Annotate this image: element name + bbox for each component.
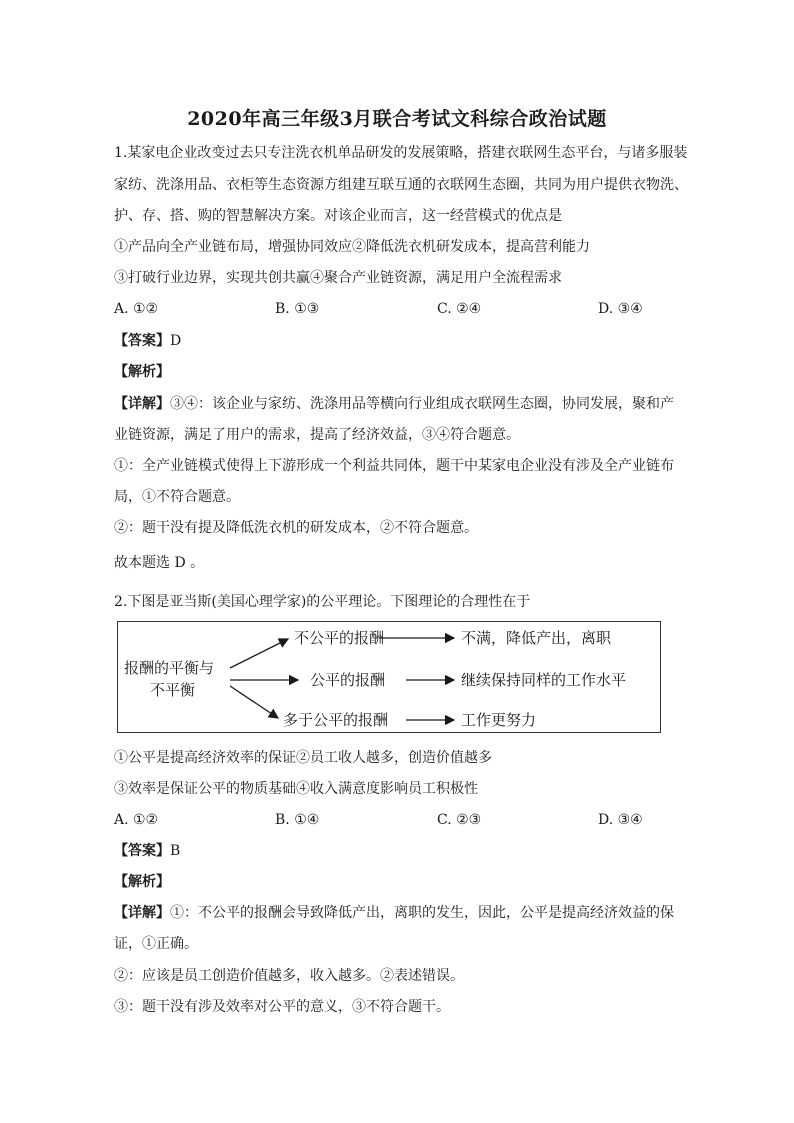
q1-analysis-label: 【解析】 bbox=[114, 364, 170, 380]
q1-explanation-line-2: 业链资源，满足了用户的需求，提高了经济效益，③④符合题意。 bbox=[114, 427, 520, 443]
diagram-cause-unfair: 不公平的报酬 bbox=[294, 629, 385, 647]
q2-detail-label: 【详解】 bbox=[114, 905, 170, 921]
q2-explanation-text-1: ①：不公平的报酬会导致降低产出，离职的发生，因此，公平是提高经济效益的保 bbox=[170, 905, 674, 921]
diagram-source-line-1: 报酬的平衡与 bbox=[124, 659, 215, 677]
q2-stem: 2.下图是亚当斯(美国心理学家)的公平理论。下图理论的合理性在于 bbox=[114, 594, 531, 610]
arrow-to-unfair bbox=[230, 639, 288, 668]
q1-explanation-line-4: 局，①不符合题意。 bbox=[114, 489, 240, 505]
q2-explanation-line-1 bbox=[114, 903, 674, 923]
q1-explanation-text-1: ③④：该企业与家纺、洗涤用品等横向行业组成衣联网生态圈，协同发展，聚和产 bbox=[170, 396, 674, 412]
page-title: 2020年高三年级3月联合考试文科综合政治试题 bbox=[187, 108, 607, 130]
diagram-effect-fair: 继续保持同样的工作水平 bbox=[461, 671, 627, 689]
q2-option-c: C. ②③ bbox=[437, 812, 482, 828]
q1-detail-label: 【详解】 bbox=[114, 396, 170, 412]
diagram-cause-fair: 公平的报酬 bbox=[310, 671, 386, 689]
q2-statement-line-1: ①公平是提高经济效率的保证②员工收人越多，创造价值越多 bbox=[114, 750, 492, 766]
diagram-effect-overfair: 工作更努力 bbox=[461, 711, 537, 729]
q1-explanation-line-5: ②：题干没有提及降低洗衣机的研发成本，②不符合题意。 bbox=[114, 520, 478, 536]
q2-answer bbox=[114, 841, 180, 861]
q2-option-a: A. ①② bbox=[114, 812, 159, 828]
q2-option-d: D. ③④ bbox=[598, 812, 643, 828]
q2-answer-label: 【答案】 bbox=[114, 843, 170, 859]
q2-explanation-line-4: ③：题干没有涉及效率对公平的意义，③不符合题干。 bbox=[114, 999, 450, 1015]
q1-statement-line-1: ①产品向全产业链布局，增强协同效应②降低洗衣机研发成本，提高营利能力 bbox=[114, 239, 590, 255]
q2-answer-value: B bbox=[170, 843, 181, 859]
q1-explanation-line-3: ①：全产业链模式使得上下游形成一个利益共同体，题干中某家电企业没有涉及全产业链布 bbox=[114, 458, 674, 474]
q2-explanation-line-3: ②：应该是员工创造价值越多，收入越多。②表述错误。 bbox=[114, 968, 464, 984]
q2-analysis-label: 【解析】 bbox=[114, 874, 170, 890]
q1-answer bbox=[114, 331, 181, 351]
q1-stem-line-2: 家纺、洗涤用品、衣柜等生态资源方组建互联互通的衣联网生态圈，共同为用户提供衣物洗、 bbox=[114, 177, 688, 193]
q1-option-c: C. ②④ bbox=[437, 301, 482, 317]
q2-statement-line-2: ③效率是保证公平的物质基础④收入满意度影响员工积极性 bbox=[114, 781, 478, 797]
diagram-source-line-2: 不平衡 bbox=[150, 681, 196, 699]
q1-explanation-line-1 bbox=[114, 394, 674, 414]
q2-option-b: B. ①④ bbox=[275, 812, 320, 828]
q1-option-d: D. ③④ bbox=[598, 301, 643, 317]
q1-answer-value: D bbox=[170, 333, 182, 349]
q1-statement-line-2: ③打破行业边界，实现共创共赢④聚合产业链资源，满足用户全流程需求 bbox=[114, 270, 562, 286]
q1-option-a: A. ①② bbox=[114, 301, 159, 317]
arrow-to-overfair bbox=[230, 686, 278, 718]
q1-stem-line-1: 1.某家电企业改变过去只专注洗衣机单品研发的发展策略，搭建衣联网生态平台，与诸多服装 bbox=[114, 145, 688, 161]
equity-theory-diagram bbox=[117, 621, 661, 733]
q1-stem-line-3: 护、存、搭、购的智慧解决方案。对该企业而言，这一经营模式的优点是 bbox=[114, 208, 562, 224]
q1-answer-label: 【答案】 bbox=[114, 333, 170, 349]
q1-conclusion: 故本题选 D 。 bbox=[114, 555, 205, 571]
diagram-cause-overfair: 多于公平的报酬 bbox=[283, 711, 389, 729]
q1-option-b: B. ①③ bbox=[275, 301, 320, 317]
q2-explanation-line-2: 证，①正确。 bbox=[114, 936, 198, 952]
diagram-effect-unfair: 不满，降低产出，离职 bbox=[461, 629, 612, 647]
